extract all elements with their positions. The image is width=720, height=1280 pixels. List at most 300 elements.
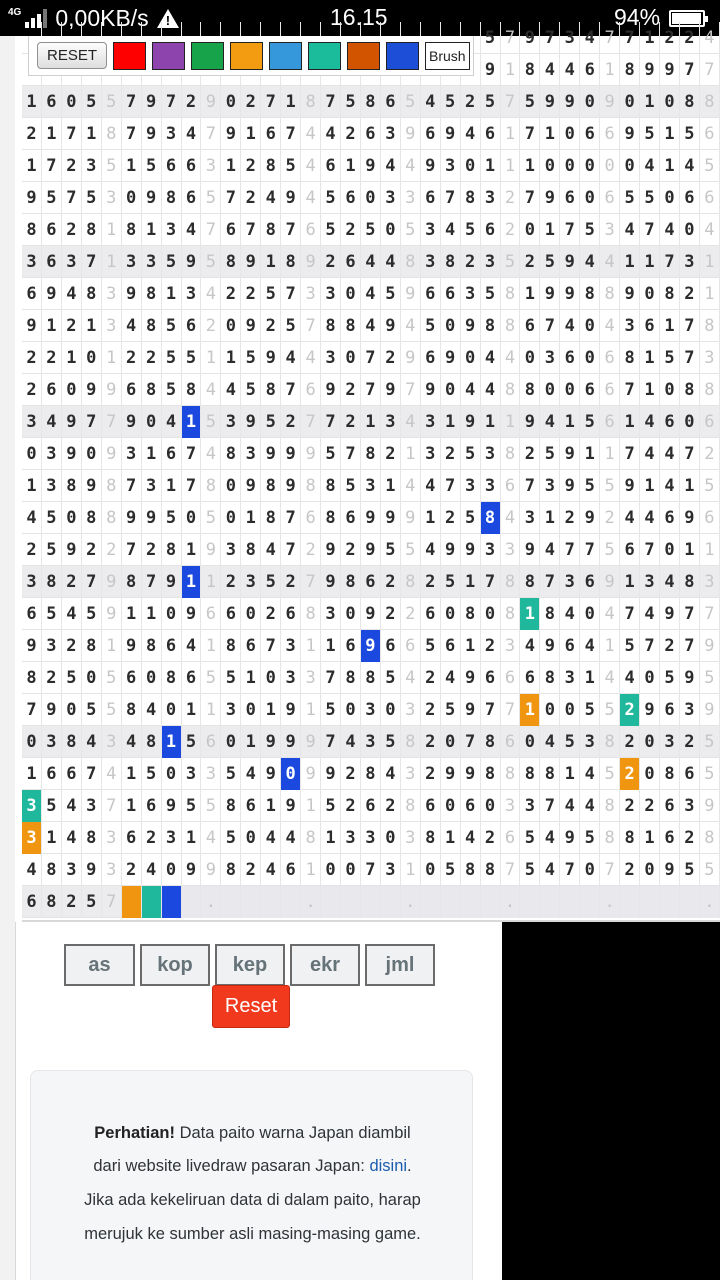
- paito-cell[interactable]: 8: [501, 310, 521, 342]
- paito-cell[interactable]: 5: [441, 86, 461, 118]
- paito-cell[interactable]: 0: [221, 470, 241, 502]
- paito-cell[interactable]: 3: [22, 822, 42, 854]
- paito-cell[interactable]: 9: [361, 534, 381, 566]
- paito-cell[interactable]: 4: [620, 502, 640, 534]
- paito-cell[interactable]: 3: [22, 406, 42, 438]
- paito-cell[interactable]: 7: [560, 854, 580, 886]
- paito-cell[interactable]: 7: [501, 854, 521, 886]
- paito-cell[interactable]: [640, 886, 660, 918]
- paito-cell[interactable]: 0: [241, 822, 261, 854]
- paito-cell[interactable]: 6: [122, 662, 142, 694]
- paito-cell[interactable]: 6: [660, 502, 680, 534]
- paito-cell[interactable]: 7: [301, 566, 321, 598]
- paito-cell[interactable]: 6: [421, 790, 441, 822]
- paito-cell[interactable]: 7: [102, 886, 122, 918]
- paito-cell[interactable]: 8: [401, 726, 421, 758]
- paito-cell[interactable]: 2: [640, 790, 660, 822]
- paito-cell[interactable]: 7: [201, 118, 221, 150]
- paito-cell[interactable]: 0: [441, 726, 461, 758]
- paito-cell[interactable]: 4: [62, 278, 82, 310]
- paito-cell[interactable]: 2: [421, 694, 441, 726]
- paito-cell[interactable]: 6: [560, 182, 580, 214]
- paito-cell[interactable]: 6: [341, 182, 361, 214]
- paito-cell[interactable]: 6: [501, 662, 521, 694]
- paito-cell[interactable]: 2: [62, 566, 82, 598]
- paito-cell[interactable]: 1: [142, 214, 162, 246]
- paito-cell[interactable]: 4: [540, 854, 560, 886]
- paito-cell[interactable]: 6: [62, 758, 82, 790]
- paito-cell[interactable]: 9: [301, 246, 321, 278]
- paito-cell[interactable]: 1: [421, 502, 441, 534]
- paito-cell[interactable]: 9: [560, 822, 580, 854]
- paito-cell[interactable]: 4: [162, 406, 182, 438]
- paito-cell[interactable]: 6: [421, 182, 441, 214]
- paito-cell[interactable]: 4: [321, 118, 341, 150]
- paito-cell[interactable]: 7: [142, 566, 162, 598]
- paito-cell[interactable]: 8: [680, 374, 700, 406]
- paito-cell[interactable]: 5: [620, 630, 640, 662]
- paito-cell[interactable]: 4: [261, 854, 281, 886]
- paito-cell[interactable]: 2: [341, 374, 361, 406]
- paito-cell[interactable]: 0: [221, 310, 241, 342]
- paito-cell[interactable]: 8: [82, 822, 102, 854]
- paito-cell[interactable]: 1: [122, 790, 142, 822]
- paito-cell[interactable]: 0: [680, 214, 700, 246]
- paito-cell[interactable]: 1: [301, 694, 321, 726]
- paito-cell[interactable]: 6: [580, 566, 600, 598]
- paito-cell[interactable]: 3: [381, 118, 401, 150]
- paito-cell[interactable]: 4: [261, 182, 281, 214]
- paito-cell[interactable]: 7: [341, 438, 361, 470]
- paito-cell[interactable]: 9: [281, 182, 301, 214]
- paito-cell[interactable]: 5: [82, 86, 102, 118]
- paito-cell[interactable]: 7: [122, 86, 142, 118]
- paito-cell[interactable]: 0: [560, 150, 580, 182]
- paito-cell[interactable]: 0: [520, 214, 540, 246]
- paito-cell[interactable]: 7: [600, 22, 620, 54]
- paito-cell[interactable]: 8: [501, 374, 521, 406]
- paito-cell[interactable]: 9: [281, 470, 301, 502]
- paito-cell[interactable]: 4: [560, 54, 580, 86]
- paito-cell[interactable]: 3: [560, 662, 580, 694]
- paito-cell[interactable]: 2: [62, 214, 82, 246]
- paito-cell[interactable]: 3: [42, 438, 62, 470]
- paito-cell[interactable]: 9: [600, 566, 620, 598]
- paito-cell[interactable]: 3: [142, 470, 162, 502]
- paito-cell[interactable]: 3: [381, 182, 401, 214]
- paito-cell[interactable]: 2: [481, 822, 501, 854]
- paito-cell[interactable]: 8: [162, 182, 182, 214]
- paito-grid[interactable]: [22, 22, 720, 918]
- paito-cell[interactable]: 4: [660, 566, 680, 598]
- paito-cell[interactable]: 8: [600, 726, 620, 758]
- paito-cell[interactable]: 4: [281, 822, 301, 854]
- paito-cell[interactable]: 9: [540, 182, 560, 214]
- paito-cell[interactable]: 4: [700, 214, 720, 246]
- paito-cell[interactable]: 9: [560, 246, 580, 278]
- paito-cell[interactable]: 6: [341, 630, 361, 662]
- paito-cell[interactable]: 8: [600, 790, 620, 822]
- paito-cell[interactable]: 3: [680, 246, 700, 278]
- paito-cell[interactable]: 8: [221, 438, 241, 470]
- paito-cell[interactable]: 5: [221, 822, 241, 854]
- paito-cell[interactable]: 6: [42, 214, 62, 246]
- paito-cell[interactable]: 5: [381, 534, 401, 566]
- paito-cell[interactable]: 5: [201, 246, 221, 278]
- paito-cell[interactable]: 4: [540, 54, 560, 86]
- paito-cell[interactable]: 6: [441, 278, 461, 310]
- paito-cell[interactable]: 6: [361, 118, 381, 150]
- paito-cell[interactable]: 8: [361, 438, 381, 470]
- paito-cell[interactable]: 4: [381, 758, 401, 790]
- paito-cell[interactable]: 2: [301, 534, 321, 566]
- paito-cell[interactable]: 9: [241, 470, 261, 502]
- paito-cell[interactable]: 6: [361, 566, 381, 598]
- paito-cell[interactable]: 2: [381, 790, 401, 822]
- paito-cell[interactable]: 0: [520, 726, 540, 758]
- paito-cell[interactable]: 6: [201, 598, 221, 630]
- paito-cell[interactable]: 4: [540, 726, 560, 758]
- paito-cell[interactable]: 0: [580, 854, 600, 886]
- paito-cell[interactable]: 9: [201, 854, 221, 886]
- paito-cell[interactable]: 5: [580, 214, 600, 246]
- paito-cell[interactable]: 8: [261, 470, 281, 502]
- paito-cell[interactable]: 7: [182, 438, 202, 470]
- paito-cell[interactable]: 0: [381, 822, 401, 854]
- paito-cell[interactable]: 5: [201, 790, 221, 822]
- paito-cell[interactable]: 8: [221, 630, 241, 662]
- paito-cell[interactable]: [680, 886, 700, 918]
- paito-cell[interactable]: 3: [600, 214, 620, 246]
- paito-cell[interactable]: 9: [182, 246, 202, 278]
- paito-cell[interactable]: 2: [82, 534, 102, 566]
- paito-cell[interactable]: 6: [700, 406, 720, 438]
- paito-cell[interactable]: 8: [700, 374, 720, 406]
- paito-cell[interactable]: 7: [700, 54, 720, 86]
- paito-cell[interactable]: 7: [62, 118, 82, 150]
- paito-cell[interactable]: 9: [401, 118, 421, 150]
- paito-cell[interactable]: 8: [461, 854, 481, 886]
- paito-cell[interactable]: 1: [640, 342, 660, 374]
- paito-cell[interactable]: 9: [281, 790, 301, 822]
- paito-cell[interactable]: 7: [441, 470, 461, 502]
- paito-cell[interactable]: 8: [461, 598, 481, 630]
- paito-cell[interactable]: 3: [241, 438, 261, 470]
- paito-cell[interactable]: 0: [660, 374, 680, 406]
- paito-cell[interactable]: 8: [321, 310, 341, 342]
- paito-cell[interactable]: 2: [381, 342, 401, 374]
- paito-cell[interactable]: 4: [540, 406, 560, 438]
- paito-cell[interactable]: 6: [680, 182, 700, 214]
- paito-cell[interactable]: 1: [660, 310, 680, 342]
- paito-cell[interactable]: 5: [42, 182, 62, 214]
- paito-cell[interactable]: 4: [22, 854, 42, 886]
- paito-cell[interactable]: 3: [700, 566, 720, 598]
- paito-cell[interactable]: 4: [221, 374, 241, 406]
- paito-cell[interactable]: 5: [82, 694, 102, 726]
- paito-cell[interactable]: 1: [640, 822, 660, 854]
- paito-cell[interactable]: [540, 886, 560, 918]
- paito-cell[interactable]: 2: [381, 598, 401, 630]
- paito-cell[interactable]: 5: [281, 150, 301, 182]
- paito-cell[interactable]: 5: [82, 598, 102, 630]
- paito-cell[interactable]: 1: [102, 214, 122, 246]
- paito-cell[interactable]: 7: [441, 182, 461, 214]
- paito-cell[interactable]: 7: [680, 342, 700, 374]
- paito-cell[interactable]: 3: [142, 246, 162, 278]
- paito-cell[interactable]: 1: [162, 726, 182, 758]
- paito-cell[interactable]: 7: [580, 534, 600, 566]
- paito-cell[interactable]: 3: [361, 822, 381, 854]
- paito-cell[interactable]: 8: [481, 502, 501, 534]
- paito-cell[interactable]: 0: [421, 854, 441, 886]
- paito-cell[interactable]: 3: [381, 854, 401, 886]
- paito-cell[interactable]: 8: [301, 598, 321, 630]
- paito-cell[interactable]: 4: [102, 758, 122, 790]
- paito-cell[interactable]: 3: [660, 726, 680, 758]
- paito-cell[interactable]: 1: [201, 566, 221, 598]
- paito-cell[interactable]: 1: [122, 150, 142, 182]
- paito-cell[interactable]: 1: [241, 726, 261, 758]
- paito-cell[interactable]: 3: [162, 118, 182, 150]
- paito-cell[interactable]: 9: [321, 758, 341, 790]
- paito-cell[interactable]: 4: [640, 438, 660, 470]
- paito-cell[interactable]: 8: [301, 470, 321, 502]
- paito-cell[interactable]: 0: [580, 86, 600, 118]
- paito-cell[interactable]: 8: [620, 822, 640, 854]
- paito-cell[interactable]: 2: [341, 534, 361, 566]
- paito-cell[interactable]: 2: [381, 566, 401, 598]
- paito-cell[interactable]: 0: [660, 534, 680, 566]
- paito-cell[interactable]: 8: [221, 246, 241, 278]
- paito-cell[interactable]: 0: [441, 790, 461, 822]
- paito-cell[interactable]: 9: [281, 726, 301, 758]
- paito-cell[interactable]: 1: [182, 406, 202, 438]
- paito-cell[interactable]: 2: [341, 758, 361, 790]
- paito-cell[interactable]: 6: [640, 310, 660, 342]
- paito-cell[interactable]: 3: [700, 342, 720, 374]
- paito-cell[interactable]: 5: [600, 534, 620, 566]
- paito-cell[interactable]: 6: [201, 726, 221, 758]
- paito-cell[interactable]: 8: [122, 214, 142, 246]
- paito-cell[interactable]: 8: [142, 374, 162, 406]
- paito-cell[interactable]: 1: [42, 822, 62, 854]
- paito-cell[interactable]: 1: [142, 598, 162, 630]
- paito-cell[interactable]: 4: [580, 630, 600, 662]
- paito-cell[interactable]: 5: [162, 246, 182, 278]
- paito-cell[interactable]: 4: [421, 470, 441, 502]
- paito-cell[interactable]: [122, 886, 142, 918]
- paito-cell[interactable]: 6: [162, 438, 182, 470]
- paito-cell[interactable]: 9: [142, 118, 162, 150]
- paito-cell[interactable]: 1: [261, 790, 281, 822]
- paito-cell[interactable]: 9: [62, 438, 82, 470]
- paito-cell[interactable]: 3: [381, 406, 401, 438]
- paito-cell[interactable]: 2: [461, 246, 481, 278]
- paito-cell[interactable]: 9: [520, 22, 540, 54]
- paito-cell[interactable]: 1: [201, 342, 221, 374]
- paito-cell[interactable]: 5: [182, 342, 202, 374]
- paito-cell[interactable]: 8: [122, 566, 142, 598]
- paito-cell[interactable]: 9: [42, 278, 62, 310]
- paito-cell[interactable]: 8: [700, 822, 720, 854]
- paito-cell[interactable]: 3: [680, 694, 700, 726]
- paito-cell[interactable]: 5: [62, 662, 82, 694]
- paito-cell[interactable]: 1: [441, 406, 461, 438]
- paito-cell[interactable]: 9: [142, 182, 162, 214]
- paito-cell[interactable]: 1: [461, 630, 481, 662]
- paito-cell[interactable]: 6: [241, 630, 261, 662]
- paito-cell[interactable]: 5: [261, 278, 281, 310]
- paito-cell[interactable]: 7: [481, 566, 501, 598]
- paito-cell[interactable]: 4: [560, 598, 580, 630]
- paito-cell[interactable]: 7: [540, 790, 560, 822]
- paito-cell[interactable]: 9: [461, 406, 481, 438]
- paito-cell[interactable]: 0: [640, 758, 660, 790]
- paito-cell[interactable]: 4: [201, 374, 221, 406]
- paito-cell[interactable]: 4: [82, 726, 102, 758]
- paito-cell[interactable]: 5: [501, 246, 521, 278]
- paito-cell[interactable]: 6: [481, 214, 501, 246]
- paito-cell[interactable]: 6: [600, 406, 620, 438]
- paito-cell[interactable]: 7: [620, 598, 640, 630]
- paito-cell[interactable]: 4: [281, 342, 301, 374]
- paito-cell[interactable]: 6: [281, 854, 301, 886]
- paito-cell[interactable]: 8: [42, 886, 62, 918]
- paito-cell[interactable]: 5: [142, 150, 162, 182]
- paito-cell[interactable]: 0: [560, 374, 580, 406]
- paito-cell[interactable]: 9: [102, 566, 122, 598]
- paito-cell[interactable]: 5: [381, 278, 401, 310]
- paito-cell[interactable]: 4: [301, 150, 321, 182]
- paito-cell[interactable]: 6: [481, 118, 501, 150]
- paito-cell[interactable]: 7: [62, 182, 82, 214]
- paito-cell[interactable]: 0: [640, 854, 660, 886]
- paito-cell[interactable]: 9: [221, 118, 241, 150]
- paito-cell[interactable]: 0: [560, 118, 580, 150]
- paito-cell[interactable]: 9: [540, 630, 560, 662]
- paito-cell[interactable]: 3: [122, 438, 142, 470]
- paito-cell[interactable]: 4: [540, 822, 560, 854]
- paito-cell[interactable]: 9: [102, 438, 122, 470]
- paito-cell[interactable]: 8: [401, 246, 421, 278]
- paito-cell[interactable]: 3: [221, 406, 241, 438]
- paito-cell[interactable]: 5: [660, 662, 680, 694]
- paito-cell[interactable]: [381, 886, 401, 918]
- paito-cell[interactable]: 9: [361, 502, 381, 534]
- paito-cell[interactable]: 6: [182, 310, 202, 342]
- paito-cell[interactable]: 4: [481, 374, 501, 406]
- paito-cell[interactable]: 9: [461, 694, 481, 726]
- paito-cell[interactable]: 2: [401, 598, 421, 630]
- paito-cell[interactable]: 4: [620, 662, 640, 694]
- paito-cell[interactable]: 9: [461, 534, 481, 566]
- paito-cell[interactable]: [560, 886, 580, 918]
- paito-cell[interactable]: 6: [22, 278, 42, 310]
- kep-button[interactable]: kep: [215, 944, 285, 986]
- paito-cell[interactable]: 9: [261, 758, 281, 790]
- swatch-purple[interactable]: [152, 42, 185, 70]
- paito-cell[interactable]: 9: [580, 502, 600, 534]
- paito-cell[interactable]: 2: [201, 310, 221, 342]
- paito-cell[interactable]: 3: [62, 246, 82, 278]
- paito-cell[interactable]: 3: [182, 278, 202, 310]
- paito-cell[interactable]: 0: [640, 278, 660, 310]
- paito-cell[interactable]: 2: [620, 854, 640, 886]
- paito-cell[interactable]: 5: [640, 182, 660, 214]
- paito-cell[interactable]: 9: [82, 470, 102, 502]
- paito-cell[interactable]: 4: [261, 822, 281, 854]
- paito-cell[interactable]: 9: [381, 374, 401, 406]
- paito-cell[interactable]: 8: [401, 566, 421, 598]
- paito-cell[interactable]: 9: [660, 854, 680, 886]
- paito-cell[interactable]: 3: [162, 822, 182, 854]
- paito-cell[interactable]: 3: [421, 246, 441, 278]
- paito-cell[interactable]: 8: [481, 854, 501, 886]
- paito-cell[interactable]: 8: [520, 54, 540, 86]
- paito-cell[interactable]: 7: [122, 534, 142, 566]
- paito-cell[interactable]: 4: [401, 470, 421, 502]
- paito-cell[interactable]: 3: [341, 822, 361, 854]
- paito-cell[interactable]: 1: [481, 150, 501, 182]
- paito-cell[interactable]: 5: [640, 118, 660, 150]
- paito-cell[interactable]: 9: [122, 502, 142, 534]
- paito-cell[interactable]: 6: [142, 790, 162, 822]
- paito-cell[interactable]: 5: [421, 310, 441, 342]
- paito-cell[interactable]: 0: [241, 598, 261, 630]
- paito-cell[interactable]: 2: [22, 374, 42, 406]
- paito-cell[interactable]: 3: [361, 726, 381, 758]
- paito-cell[interactable]: 8: [321, 502, 341, 534]
- paito-cell[interactable]: 1: [22, 758, 42, 790]
- paito-cell[interactable]: 4: [580, 246, 600, 278]
- paito-cell[interactable]: 4: [660, 214, 680, 246]
- paito-cell[interactable]: 7: [82, 246, 102, 278]
- paito-cell[interactable]: 6: [42, 246, 62, 278]
- paito-cell[interactable]: 5: [441, 694, 461, 726]
- paito-cell[interactable]: 1: [301, 790, 321, 822]
- paito-cell[interactable]: 6: [520, 310, 540, 342]
- paito-cell[interactable]: 6: [381, 630, 401, 662]
- paito-cell[interactable]: 9: [441, 758, 461, 790]
- paito-cell[interactable]: 6: [381, 86, 401, 118]
- paito-cell[interactable]: 3: [201, 150, 221, 182]
- paito-cell[interactable]: 1: [520, 278, 540, 310]
- paito-cell[interactable]: 3: [560, 22, 580, 54]
- paito-cell[interactable]: 6: [221, 214, 241, 246]
- paito-cell[interactable]: 8: [461, 182, 481, 214]
- paito-cell[interactable]: 8: [361, 662, 381, 694]
- ekr-button[interactable]: ekr: [290, 944, 360, 986]
- paito-cell[interactable]: 3: [520, 502, 540, 534]
- paito-cell[interactable]: 6: [281, 598, 301, 630]
- paito-cell[interactable]: 2: [221, 566, 241, 598]
- notice-source-link[interactable]: disini: [369, 1157, 408, 1175]
- paito-cell[interactable]: 9: [82, 374, 102, 406]
- paito-cell[interactable]: 3: [620, 310, 640, 342]
- paito-cell[interactable]: 2: [142, 822, 162, 854]
- paito-cell[interactable]: 8: [42, 854, 62, 886]
- paito-cell[interactable]: 8: [162, 534, 182, 566]
- paito-cell[interactable]: 5: [660, 342, 680, 374]
- paito-cell[interactable]: 3: [102, 310, 122, 342]
- paito-cell[interactable]: 0: [82, 662, 102, 694]
- paito-cell[interactable]: 9: [182, 854, 202, 886]
- paito-cell[interactable]: 7: [680, 310, 700, 342]
- paito-cell[interactable]: 3: [361, 694, 381, 726]
- paito-cell[interactable]: 3: [421, 406, 441, 438]
- paito-cell[interactable]: 0: [62, 694, 82, 726]
